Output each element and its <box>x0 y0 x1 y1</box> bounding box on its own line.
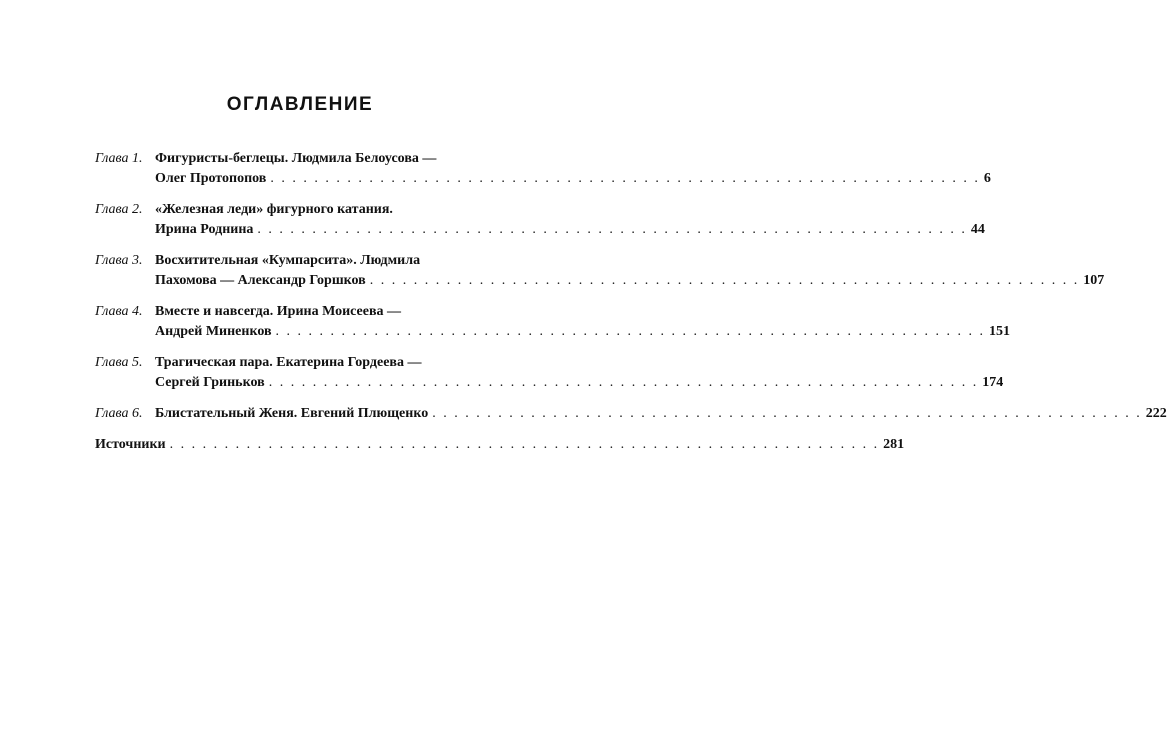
chapter-title-line-1: Трагическая пара. Екатерина Гордеева — <box>155 355 422 370</box>
chapter-title-line-2: Олег Протопопов <box>155 171 267 186</box>
chapter-label: Глава 3. <box>95 253 143 268</box>
chapter-title-line-2: Сергей Гриньков <box>155 375 265 390</box>
dot-leader: . . . . . . . . . . . . . . . . . . . . . . . . . . . . . . . . . . . . . . . . . . . . . . . . . . . . . . . . . . . . . . . . . <box>257 222 967 237</box>
toc-entry-sources[interactable] <box>95 435 905 455</box>
toc-entry-chapter-3[interactable] <box>95 251 1105 291</box>
dot-leader: . . . . . . . . . . . . . . . . . . . . . . . . . . . . . . . . . . . . . . . . . . . . . . . . . . . . . . . . . . . . . . . . . <box>270 171 980 186</box>
toc-entry-chapter-5[interactable] <box>95 353 1004 393</box>
chapter-title-line-1: Фигуристы-беглецы. Людмила Белоусова — <box>155 151 437 166</box>
page-number: 174 <box>982 375 1004 390</box>
chapter-title-line-2: Пахомова — Александр Горшков <box>155 273 366 288</box>
toc-entry-chapter-4[interactable] <box>95 302 1011 342</box>
toc-entry-chapter-1[interactable] <box>95 149 991 189</box>
chapter-title-line-2: Ирина Роднина <box>155 222 254 237</box>
page-number: 281 <box>883 437 905 452</box>
dot-leader: . . . . . . . . . . . . . . . . . . . . . . . . . . . . . . . . . . . . . . . . . . . . . . . . . . . . . . . . . . . . . . . . . <box>432 406 1142 421</box>
chapter-label: Глава 6. <box>95 406 143 421</box>
chapter-title-line-1: Вместе и навсегда. Ирина Моисеева — <box>155 304 402 319</box>
chapter-title-line-1: Восхитительная «Кумпарсита». Людмила <box>155 253 421 268</box>
dot-leader: . . . . . . . . . . . . . . . . . . . . . . . . . . . . . . . . . . . . . . . . . . . . . . . . . . . . . . . . . . . . . . . . . <box>268 375 979 390</box>
dot-leader: . . . . . . . . . . . . . . . . . . . . . . . . . . . . . . . . . . . . . . . . . . . . . . . . . . . . . . . . . . . . . . . . . <box>169 437 880 452</box>
page-number: 107 <box>1083 273 1105 288</box>
page-title: ОГЛАВЛЕНИЕ <box>226 94 374 115</box>
chapter-title-line-2: Андрей Миненков <box>155 324 272 339</box>
chapter-label: Глава 1. <box>95 151 143 166</box>
chapter-label: Глава 2. <box>95 202 143 217</box>
sources-title: Источники <box>95 437 166 452</box>
page-number: 151 <box>989 324 1011 339</box>
dot-leader: . . . . . . . . . . . . . . . . . . . . . . . . . . . . . . . . . . . . . . . . . . . . . . . . . . . . . . . . . . . . . . . . . <box>275 324 986 339</box>
page-number: 44 <box>970 222 985 237</box>
chapter-label: Глава 4. <box>95 304 143 319</box>
toc-entry-chapter-6[interactable] <box>95 404 1167 424</box>
page-number: 222 <box>1145 406 1167 421</box>
chapter-title: Блистательный Женя. Евгений Плющенко <box>155 406 429 421</box>
table-of-contents <box>95 149 1167 466</box>
chapter-title-line-1: «Железная леди» фигурного катания. <box>155 202 393 217</box>
page-number: 6 <box>983 171 991 186</box>
chapter-label: Глава 5. <box>95 355 143 370</box>
dot-leader: . . . . . . . . . . . . . . . . . . . . . . . . . . . . . . . . . . . . . . . . . . . . . . . . . . . . . . . . . . . . . . . . . <box>369 273 1080 288</box>
toc-entry-chapter-2[interactable] <box>95 200 985 240</box>
